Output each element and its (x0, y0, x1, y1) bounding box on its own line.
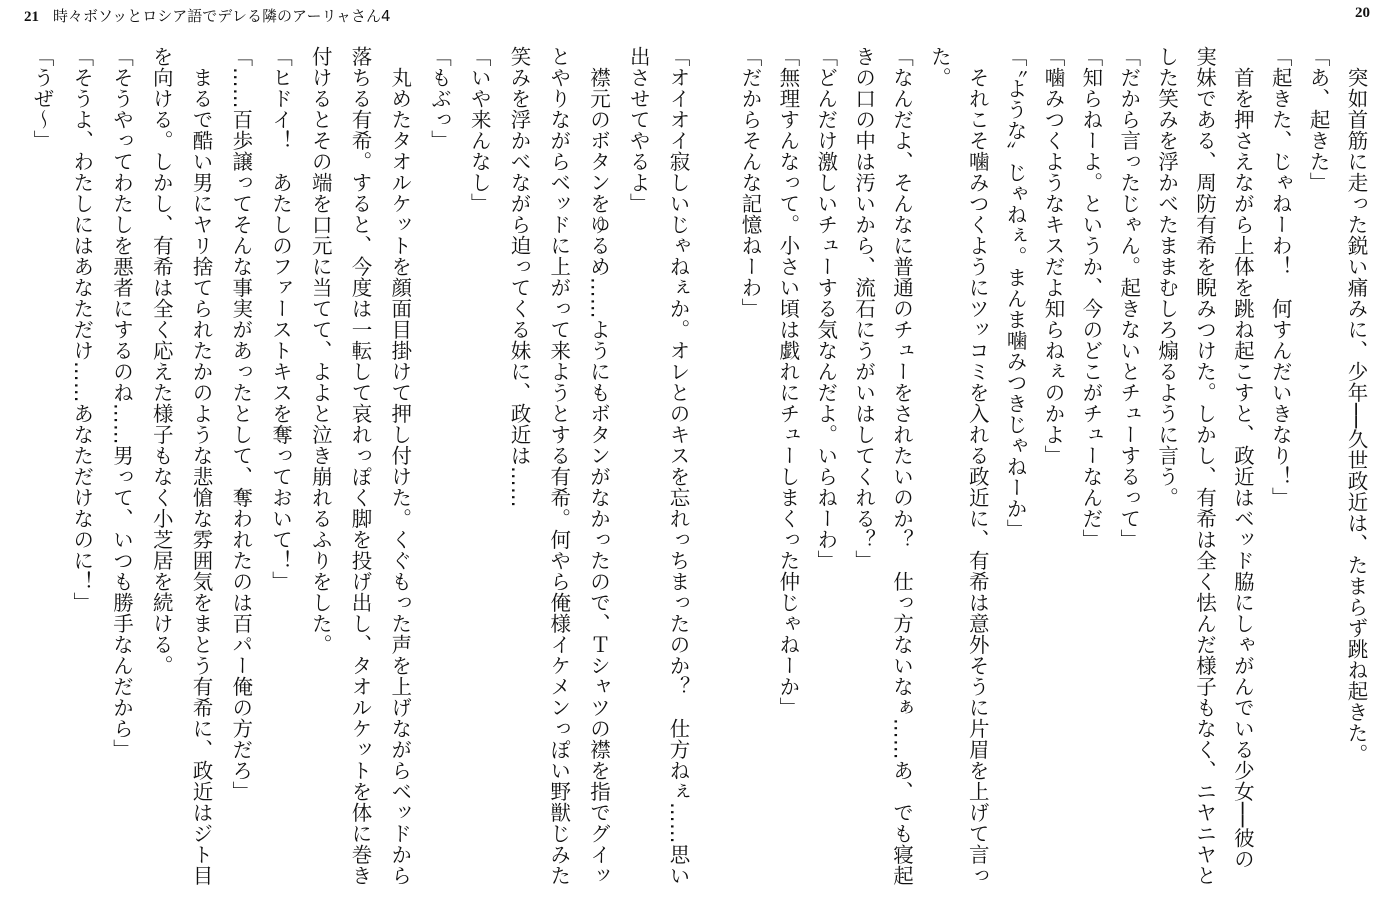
text-line: 「そうやってわたしを悪者にするのね……男って、いつも勝手なんだから」 (109, 46, 134, 760)
text-line: 落ちる有希。すると、今度は一転して哀れっぽく脚を投げ出し、タオルケットを体に巻き (348, 46, 372, 886)
left-page-number: 21 (24, 9, 39, 25)
text-line: とやりながらベッドに上がって来ようとする有希。何やら俺様イケメンっぽい野獣じみた (546, 46, 571, 886)
text-line: 「なんだよ、そんなに普通のチューをされたいのか？ 仕っ方ないなぁ……あ、でも寝起 (889, 46, 914, 886)
running-title: 時々ボソッとロシア語でデレる隣のアーリャさん4 (53, 7, 391, 25)
text-line: 「だからそんな記憶ねーわ」 (738, 46, 762, 319)
text-line: それこそ噛みつくようにツッコミを入れる政近に、有希は意外そうに片眉を上げて言っ (965, 46, 990, 886)
text-line: 実妹である、周防有希を睨みつけた。しかし、有希は全く怯んだ様子もなく、ニヤニヤと (1192, 46, 1217, 886)
text-line: 「〝ような〟じゃねぇ。まんま噛みつきじゃねーか」 (1003, 46, 1028, 540)
text-line: た。 (927, 46, 952, 88)
text-line: 「あ、起きた」 (1306, 46, 1331, 193)
text-line: 丸めたタオルケットを顔面目掛けて押し付けた。くぐもった声を上げながらベッドから (387, 46, 412, 886)
text-line: 「そうよ、わたしにはあなただけ……あなただけなのに！」 (69, 46, 94, 613)
text-line: 出させてやるよ」 (626, 46, 651, 214)
text-line: 付けるとその端を口元に当てて、よよと泣き崩れるふりをした。 (308, 46, 333, 655)
text-line: 「どんだけ激しいチューする気なんだよ。いらねーわ」 (813, 46, 838, 571)
text-line: を向ける。しかし、有希は全く応えた様子もなく小芝居を続ける。 (149, 46, 174, 676)
right-page-body (738, 46, 1368, 896)
text-line: 「いや来んなし」 (467, 46, 492, 214)
text-line: 「起きた、じゃねーわ！ 何すんだいきなり！」 (1268, 46, 1293, 508)
right-page-number: 20 (1355, 5, 1370, 21)
text-line: 襟元のボタンをゆるめ……ようにもボタンがなかったので、Ｔシャツの襟を指でグイッ (586, 46, 611, 886)
left-page-body (30, 46, 690, 896)
text-line: 「うぜ～」 (30, 46, 54, 151)
text-line: きの口の中は汚いから、流石にうがいはしてくれる？」 (851, 46, 876, 571)
left-page-header (24, 5, 391, 26)
text-line: した笑みを浮かべたままむしろ煽るように言う。 (1154, 46, 1179, 508)
text-line: 「ヒドイ！ あたしのファーストキスを奪っておいて！」 (268, 46, 293, 592)
text-line: 「だから言ったじゃん。起きないとチューするって」 (1116, 46, 1141, 550)
text-line: 「……百歩譲ってそんな事実があったとして、奪われたのは百パー俺の方だろ」 (228, 46, 253, 802)
text-line: 「オイオイ寂しいじゃねぇか。オレとのキスを忘れっちまったのか？ 仕方ねぇ……思い (666, 46, 690, 886)
text-line: 「もぶっ」 (427, 46, 452, 151)
text-line: まるで酷い男にヤリ捨てられたかのような悲愴な雰囲気をまとう有希に、政近はジト目 (189, 46, 213, 886)
text-line: 首を押さえながら上体を跳ね起こすと、政近はベッド脇にしゃがんでいる少女──彼の (1230, 46, 1255, 870)
text-line: 「無理すんなって。小さい頃は戯れにチューしまくった仲じゃねーか」 (775, 46, 800, 718)
text-line: 突如首筋に走った鋭い痛みに、少年──久世政近は、たまらず跳ね起きた。 (1344, 46, 1368, 765)
text-line: 笑みを浮かべながら迫ってくる妹に、政近は…… (507, 46, 531, 508)
text-line: 「噛みつくようなキスだよ知らねぇのかよ」 (1041, 46, 1065, 466)
text-line: 「知らねーよ。というか、今のどこがチューなんだ」 (1078, 46, 1103, 550)
